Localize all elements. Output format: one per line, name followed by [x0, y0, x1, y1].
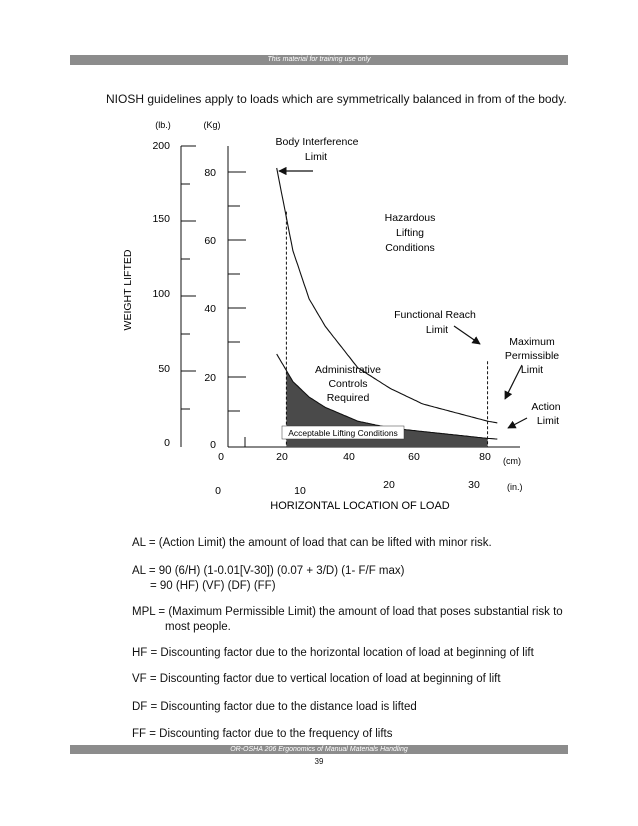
training-banner: This material for training use only [70, 55, 568, 65]
df-definition: DF = Discounting factor due to the distance load is lifted [132, 701, 417, 713]
in-tick-10: 10 [294, 485, 306, 497]
administrative-line1: Administrative [315, 364, 381, 376]
hf-definition: HF = Discounting factor due to the horizontal location of load at beginning of lift [132, 647, 534, 659]
functional-reach-arrow [454, 326, 480, 344]
y-axis-title: WEIGHT LIFTED [122, 249, 134, 331]
kg-tick-60: 60 [204, 235, 216, 247]
max-permissible-line2: Permissible [504, 350, 560, 362]
body-interference-line1: Body Interference [275, 136, 359, 148]
lb-tick-150: 150 [152, 213, 170, 225]
cm-tick-0: 0 [218, 451, 224, 463]
max-permissible-annotation [505, 336, 559, 376]
cm-unit-label: (cm) [503, 456, 521, 466]
functional-reach-line2: Limit [425, 324, 449, 336]
hazardous-line1: Hazardous [384, 212, 436, 224]
body-interference-annotation [276, 136, 359, 163]
kg-tick-80: 80 [204, 167, 216, 179]
cm-tick-20: 20 [276, 451, 288, 463]
max-permissible-limit-line [277, 168, 498, 423]
kg-axis-ticks [228, 172, 246, 411]
max-permissible-arrow [505, 365, 522, 399]
body-interference-line2: Limit [304, 151, 328, 163]
in-unit-label: (in.) [507, 482, 523, 492]
intro-text: NIOSH guidelines apply to loads which are symmetrically balanced in from of the body. [106, 92, 567, 106]
in-tick-0: 0 [215, 485, 221, 497]
course-banner: OR-OSHA 206 Ergonomics of Manual Materials Handling [70, 745, 568, 754]
administrative-annotation [315, 364, 381, 404]
acceptable-label: Acceptable Lifting Conditions [288, 428, 398, 438]
cm-tick-60: 60 [408, 451, 420, 463]
x-axis-title: HORIZONTAL LOCATION OF LOAD [270, 500, 450, 512]
in-tick-20: 20 [383, 479, 395, 491]
lb-unit-label: (lb.) [155, 120, 171, 130]
cm-tick-40: 40 [343, 451, 355, 463]
ff-definition: FF = Discounting factor due to the frequency of lifts [132, 728, 393, 740]
al-formula: AL = 90 (6/H) (1-0.01[V-30]) (0.07 + 3/D) (1- F/F max) [132, 565, 405, 577]
max-permissible-line1: Maximum [509, 336, 555, 348]
kg-tick-20: 20 [204, 372, 216, 384]
functional-reach-annotation [394, 309, 476, 336]
lb-tick-0: 0 [164, 437, 170, 449]
vf-definition: VF = Discounting factor due to vertical location of load at beginning of lift [132, 673, 501, 685]
kg-tick-0: 0 [210, 439, 216, 451]
hazardous-annotation [385, 212, 436, 254]
mpl-definition-cont: most people. [165, 621, 231, 633]
administrative-line3: Required [326, 392, 370, 404]
max-permissible-line3: Limit [520, 364, 544, 376]
action-limit-annotation [531, 401, 560, 427]
lb-tick-200: 200 [152, 140, 170, 152]
kg-tick-40: 40 [204, 303, 216, 315]
hazardous-line3: Conditions [385, 242, 435, 254]
administrative-line2: Controls [328, 378, 368, 390]
hazardous-line2: Lifting [395, 227, 425, 239]
lb-tick-50: 50 [158, 363, 170, 375]
cm-tick-80: 80 [479, 451, 491, 463]
page-number: 39 [314, 757, 324, 766]
lb-axis-ticks [181, 146, 196, 409]
kg-unit-label: (Kg) [203, 120, 221, 130]
in-tick-30: 30 [468, 479, 480, 491]
action-limit-arrow [508, 418, 527, 428]
mpl-definition: MPL = (Maximum Permissible Limit) the amount of load that poses substantial risk to [132, 606, 563, 618]
action-limit-line2: Limit [536, 415, 560, 427]
action-limit-line1: Action [531, 401, 561, 413]
chart-area [277, 168, 498, 447]
lb-tick-100: 100 [152, 288, 170, 300]
al-definition: AL = (Action Limit) the amount of load that can be lifted with minor risk. [132, 537, 492, 549]
functional-reach-line1: Functional Reach [394, 309, 476, 321]
al-formula-simplified: = 90 (HF) (VF) (DF) (FF) [150, 580, 276, 592]
